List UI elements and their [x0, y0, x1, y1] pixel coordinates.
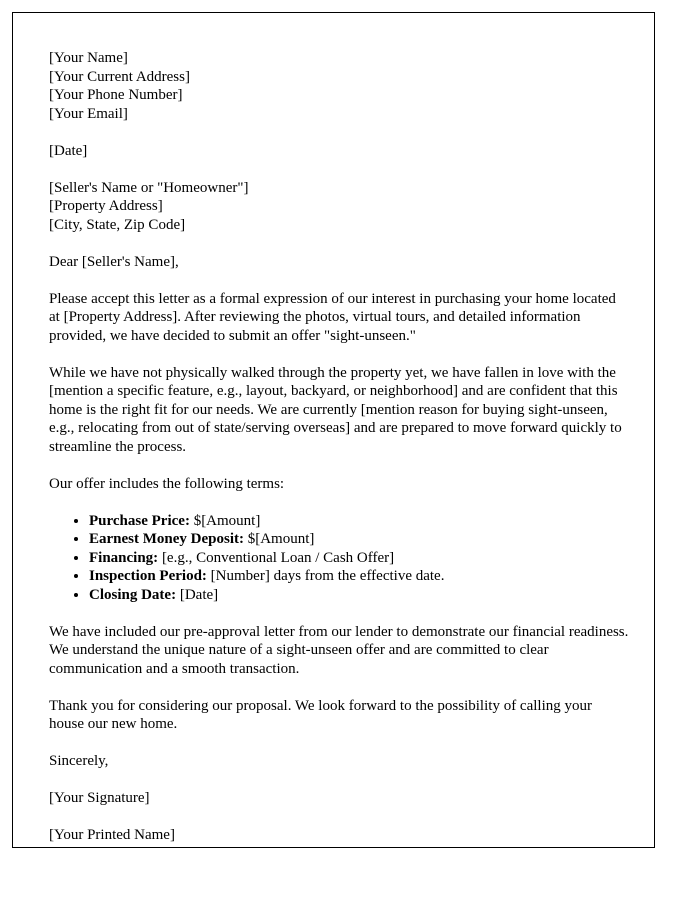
term-financing — [89, 549, 630, 568]
term-earnest-money-label: Earnest Money Deposit: — [89, 531, 244, 547]
recipient-city-state-zip: [City, State, Zip Code] — [49, 216, 186, 233]
sender-name: [Your Name] — [49, 50, 128, 66]
paragraph-thanks: Thank you for considering our proposal. We look forward to the possibility of calling your house our new home. — [49, 697, 592, 732]
term-inspection-period-label: Inspection Period: — [89, 568, 207, 584]
term-inspection-period-value: [Number] days from the effective date. — [206, 568, 445, 584]
term-earnest-money — [89, 530, 630, 549]
term-closing-date-value: [Date] — [176, 586, 219, 603]
sender-phone: [Your Phone Number] — [49, 87, 183, 103]
sender-address: [Your Current Address] — [49, 68, 190, 85]
letter-date: [Date] — [49, 142, 88, 159]
closing: Sincerely, — [49, 753, 109, 769]
letter-document — [49, 49, 630, 845]
salutation: Dear [Seller's Name], — [49, 253, 179, 270]
printed-name-placeholder: [Your Printed Name] — [49, 827, 175, 843]
date-block — [49, 142, 630, 161]
signature-placeholder: [Your Signature] — [49, 790, 150, 806]
term-purchase-price — [89, 512, 630, 531]
paragraph-reason: While we have not physically walked through the property yet, we have fallen in love with the [mention a specific feature, e.g., layout, backyard, or neighborhood] and are confident that this home is the right fit for our needs. We are currently [mention reason for buying sight-unseen, e.g., relocating from out of state/serving overseas] and are prepared to move forward quickly to streamline the process. — [49, 364, 622, 455]
sender-email: [Your Email] — [49, 105, 128, 122]
term-earnest-money-value: $[Amount] — [243, 531, 315, 547]
recipient-property-address: [Property Address] — [49, 198, 163, 214]
paragraph-preapproval: We have included our pre-approval letter from our lender to demonstrate our financial readiness. We understand the unique nature of a sight-unseen offer and are committed to clear communication and a smooth transaction. — [49, 623, 629, 677]
term-financing-value: [e.g., Conventional Loan / Cash Offer] — [158, 549, 395, 566]
recipient-block — [49, 179, 630, 235]
recipient-name: [Seller's Name or "Homeowner"] — [49, 179, 249, 196]
term-financing-label: Financing: — [89, 549, 159, 566]
term-purchase-price-value: $[Amount] — [189, 512, 261, 529]
term-purchase-price-label: Purchase Price: — [89, 512, 190, 529]
term-closing-date-label: Closing Date: — [89, 586, 177, 603]
paragraph-intro: Please accept this letter as a formal expression of our interest in purchasing your home located at [Property Address]. After reviewing the photos, virtual tours, and detailed information provided, we have decided to submit an offer "sight-unseen." — [49, 290, 616, 344]
terms-list — [49, 512, 630, 605]
terms-intro: Our offer includes the following terms: — [49, 475, 285, 492]
letter-page — [12, 12, 655, 848]
sender-block — [49, 49, 630, 123]
term-inspection-period — [89, 567, 630, 586]
term-closing-date — [89, 586, 630, 605]
